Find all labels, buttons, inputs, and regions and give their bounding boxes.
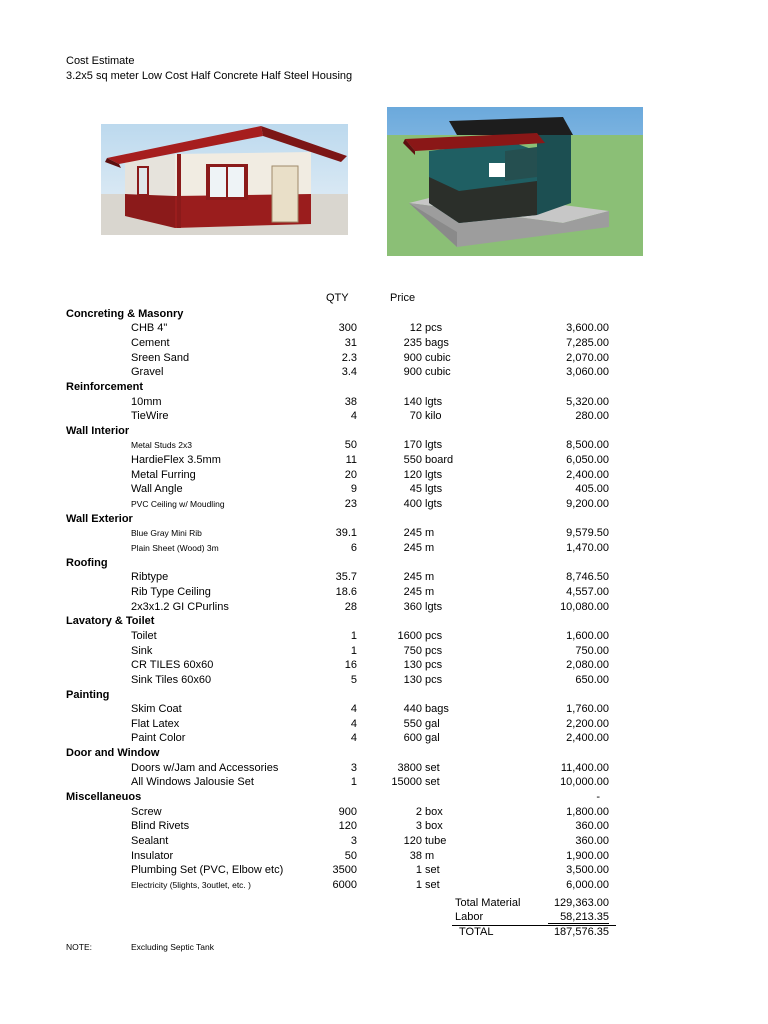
item-price: 140 (403, 396, 422, 408)
item-price: 120 (403, 469, 422, 481)
section-row (0, 614, 768, 628)
table-row (0, 761, 768, 775)
item-price: 1 (415, 864, 422, 876)
item-name: 2x3x1.2 GI CPurlins (131, 601, 229, 613)
item-name: Insulator (131, 850, 174, 862)
item-name: 10mm (131, 396, 162, 408)
table-row (0, 438, 768, 452)
item-qty: 9 (350, 483, 357, 495)
total-material-label: Total Material (455, 897, 521, 909)
item-qty: 3500 (332, 864, 357, 876)
item-name: Plumbing Set (PVC, Elbow etc) (131, 864, 284, 876)
section-row (0, 688, 768, 702)
item-name: Toilet (131, 630, 157, 642)
table-row (0, 468, 768, 482)
item-unit: gal (425, 732, 440, 744)
table-row (0, 409, 768, 423)
item-amount: 405.00 (575, 483, 609, 495)
item-unit: set (425, 864, 440, 876)
item-name: Wall Angle (131, 483, 183, 495)
item-price: 3800 (397, 762, 422, 774)
item-qty: 38 (344, 396, 357, 408)
table-row (0, 878, 768, 892)
item-name: Sreen Sand (131, 352, 190, 364)
item-price: 2 (415, 806, 422, 818)
item-amount: 8,746.50 (566, 571, 609, 583)
item-name: Doors w/Jam and Accessories (131, 762, 279, 774)
item-name: Gravel (131, 366, 164, 378)
item-amount: 2,200.00 (566, 718, 609, 730)
item-name: Blind Rivets (131, 820, 190, 832)
table-row (0, 834, 768, 848)
item-price: 170 (403, 439, 422, 451)
item-unit: set (425, 776, 440, 788)
item-unit: box (425, 806, 443, 818)
item-qty: 20 (344, 469, 357, 481)
item-price: 1600 (397, 630, 422, 642)
item-unit: lgts (425, 439, 443, 451)
item-qty: 6 (350, 542, 357, 554)
item-name: Skim Coat (131, 703, 182, 715)
price-column-header: Price (390, 292, 416, 304)
item-unit: tube (425, 835, 447, 847)
item-amount: 10,080.00 (560, 601, 609, 613)
section-name: Roofing (66, 557, 108, 569)
item-qty: 4 (350, 410, 357, 422)
item-amount: 5,320.00 (566, 396, 609, 408)
item-price: 38 (409, 850, 422, 862)
item-qty: 23 (344, 498, 357, 510)
item-name: Electricity (5lights, 3outlet, etc. ) (131, 880, 251, 890)
item-qty: 1 (350, 645, 357, 657)
section-row (0, 307, 768, 321)
item-amount: 1,470.00 (566, 542, 609, 554)
item-qty: 5 (350, 674, 357, 686)
total-rule (452, 925, 616, 926)
item-qty: 35.7 (335, 571, 357, 583)
table-row (0, 351, 768, 365)
item-amount: 2,080.00 (566, 659, 609, 671)
item-amount: 3,500.00 (566, 864, 609, 876)
item-price: 360 (403, 601, 422, 613)
table-row (0, 849, 768, 863)
item-price: 245 (403, 527, 422, 539)
item-name: Plain Sheet (Wood) 3m (131, 543, 219, 553)
table-row (0, 863, 768, 877)
qty-column-header: QTY (326, 292, 349, 304)
item-price: 600 (403, 732, 422, 744)
item-unit: pcs (425, 322, 443, 334)
item-price: 1 (415, 879, 422, 891)
item-price: 15000 (391, 776, 422, 788)
item-amount: 8,500.00 (566, 439, 609, 451)
item-amount: 9,579.50 (566, 527, 609, 539)
table-row (0, 395, 768, 409)
item-price: 245 (403, 586, 422, 598)
item-amount: 10,000.00 (560, 776, 609, 788)
item-name: Sink Tiles 60x60 (131, 674, 212, 686)
section-name: Painting (66, 689, 110, 701)
item-price: 235 (403, 337, 422, 349)
item-qty: 18.6 (335, 586, 357, 598)
item-amount: 3,600.00 (566, 322, 609, 334)
labor-label: Labor (455, 911, 484, 923)
table-row (0, 673, 768, 687)
item-unit: set (425, 762, 440, 774)
item-unit: bags (425, 337, 449, 349)
section-row (0, 424, 768, 438)
table-row (0, 731, 768, 745)
table-row (0, 321, 768, 335)
item-qty: 300 (338, 322, 357, 334)
item-unit: m (425, 586, 435, 598)
table-row (0, 658, 768, 672)
table-row (0, 453, 768, 467)
item-amount: 1,800.00 (566, 806, 609, 818)
item-unit: m (425, 850, 435, 862)
item-amount: 750.00 (575, 645, 609, 657)
item-qty: 4 (350, 703, 357, 715)
document-subtitle: 3.2x5 sq meter Low Cost Half Concrete Half Steel Housing (66, 70, 353, 82)
item-amount: 6,000.00 (566, 879, 609, 891)
table-row (0, 482, 768, 496)
item-unit: lgts (425, 396, 443, 408)
item-amount: 2,400.00 (566, 732, 609, 744)
table-row (0, 541, 768, 555)
empty-amount: - (596, 791, 600, 803)
item-amount: 280.00 (575, 410, 609, 422)
item-unit: lgts (425, 469, 443, 481)
item-qty: 16 (344, 659, 357, 671)
section-row (0, 556, 768, 570)
table-row (0, 629, 768, 643)
item-price: 120 (403, 835, 422, 847)
item-amount: 2,070.00 (566, 352, 609, 364)
item-price: 245 (403, 542, 422, 554)
item-amount: 1,900.00 (566, 850, 609, 862)
table-row (0, 717, 768, 731)
section-name: Miscellaneuos (66, 791, 142, 803)
item-name: All Windows Jalousie Set (131, 776, 254, 788)
item-qty: 28 (344, 601, 357, 613)
section-name: Door and Window (66, 747, 160, 759)
grand-total-value: 187,576.35 (553, 926, 609, 938)
item-amount: 11,400.00 (560, 762, 609, 774)
item-unit: m (425, 542, 435, 554)
empty-amount-dash (0, 790, 768, 804)
item-qty: 31 (344, 337, 357, 349)
item-amount: 1,760.00 (566, 703, 609, 715)
item-name: Screw (131, 806, 162, 818)
house-render-front (101, 124, 348, 235)
item-amount: 1,600.00 (566, 630, 609, 642)
table-row (0, 805, 768, 819)
table-row (0, 775, 768, 789)
section-row (0, 512, 768, 526)
section-name: Wall Interior (66, 425, 130, 437)
item-price: 400 (403, 498, 422, 510)
item-qty: 3.4 (341, 366, 357, 378)
item-price: 45 (409, 483, 422, 495)
item-price: 3 (415, 820, 422, 832)
note-label: NOTE: (66, 942, 92, 952)
item-name: Blue Gray Mini Rib (131, 528, 202, 538)
item-unit: board (425, 454, 454, 466)
item-name: Cement (131, 337, 170, 349)
item-price: 900 (403, 366, 422, 378)
item-unit: kilo (425, 410, 442, 422)
item-unit: m (425, 527, 435, 539)
note-text: Excluding Septic Tank (131, 942, 215, 952)
item-price: 440 (403, 703, 422, 715)
section-name: Lavatory & Toilet (66, 615, 155, 627)
item-qty: 4 (350, 732, 357, 744)
item-name: PVC Ceiling w/ Moudling (131, 499, 225, 509)
item-name: Flat Latex (131, 718, 180, 730)
table-row (0, 600, 768, 614)
item-amount: 6,050.00 (566, 454, 609, 466)
item-qty: 1 (350, 776, 357, 788)
document-title: Cost Estimate (66, 55, 135, 67)
item-amount: 360.00 (575, 820, 609, 832)
item-unit: m (425, 571, 435, 583)
item-qty: 6000 (332, 879, 357, 891)
table-row (0, 702, 768, 716)
section-name: Concreting & Masonry (66, 308, 184, 320)
item-name: Rib Type Ceiling (131, 586, 211, 598)
table-row (0, 365, 768, 379)
item-price: 750 (403, 645, 422, 657)
total-material-value: 129,363.00 (553, 897, 609, 909)
item-unit: lgts (425, 601, 443, 613)
item-name: Metal Furring (131, 469, 196, 481)
item-amount: 4,557.00 (566, 586, 609, 598)
item-qty: 50 (344, 439, 357, 451)
table-row (0, 585, 768, 599)
item-unit: pcs (425, 630, 443, 642)
item-name: HardieFlex 3.5mm (131, 454, 221, 466)
item-price: 900 (403, 352, 422, 364)
item-amount: 650.00 (575, 674, 609, 686)
table-row (0, 526, 768, 540)
item-unit: cubic (425, 352, 451, 364)
item-name: CR TILES 60x60 (131, 659, 214, 671)
item-unit: pcs (425, 674, 443, 686)
table-row (0, 644, 768, 658)
item-price: 12 (409, 322, 422, 334)
item-qty: 11 (345, 454, 357, 466)
item-amount: 3,060.00 (566, 366, 609, 378)
table-row (0, 570, 768, 584)
item-unit: set (425, 879, 440, 891)
item-qty: 2.3 (341, 352, 357, 364)
item-unit: box (425, 820, 443, 832)
table-row (0, 497, 768, 511)
section-row (0, 746, 768, 760)
grand-total-label: TOTAL (459, 926, 494, 938)
item-unit: gal (425, 718, 440, 730)
item-qty: 50 (344, 850, 357, 862)
item-amount: 7,285.00 (566, 337, 609, 349)
item-unit: pcs (425, 659, 443, 671)
item-price: 70 (409, 410, 422, 422)
item-price: 550 (403, 454, 422, 466)
section-name: Reinforcement (66, 381, 144, 393)
house-render-isometric (387, 107, 643, 256)
item-unit: pcs (425, 645, 443, 657)
item-price: 550 (403, 718, 422, 730)
item-qty: 3 (350, 762, 357, 774)
item-unit: bags (425, 703, 449, 715)
item-amount: 9,200.00 (566, 498, 609, 510)
item-name: CHB 4" (131, 322, 168, 334)
item-qty: 900 (338, 806, 357, 818)
item-qty: 39.1 (335, 527, 357, 539)
item-name: TieWire (131, 410, 169, 422)
item-qty: 120 (338, 820, 357, 832)
item-unit: lgts (425, 483, 443, 495)
item-price: 130 (403, 674, 422, 686)
item-name: Ribtype (131, 571, 169, 583)
item-qty: 1 (350, 630, 357, 642)
item-price: 130 (403, 659, 422, 671)
item-qty: 4 (350, 718, 357, 730)
item-unit: lgts (425, 498, 443, 510)
section-name: Wall Exterior (66, 513, 133, 525)
item-amount: 360.00 (575, 835, 609, 847)
table-row (0, 819, 768, 833)
item-unit: cubic (425, 366, 451, 378)
item-name: Sealant (131, 835, 169, 847)
item-amount: 2,400.00 (566, 469, 609, 481)
item-qty: 3 (350, 835, 357, 847)
labor-value: 58,213.35 (548, 911, 609, 924)
table-row (0, 336, 768, 350)
section-row (0, 380, 768, 394)
item-name: Sink (131, 645, 153, 657)
item-price: 245 (403, 571, 422, 583)
item-name: Metal Studs 2x3 (131, 440, 192, 450)
item-name: Paint Color (131, 732, 186, 744)
